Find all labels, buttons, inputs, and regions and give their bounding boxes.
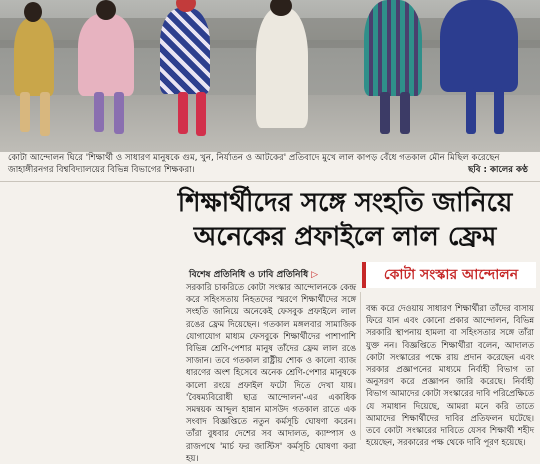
topic-tag-label: কোটা সংস্কার আন্দোলন (383, 267, 519, 283)
photo-figure-leg (94, 92, 104, 132)
protest-march-photo (0, 0, 540, 152)
photo-figure (440, 0, 518, 92)
photo-figure-leg (400, 92, 410, 134)
photo-figure-leg (466, 88, 476, 134)
photo-figure-leg (380, 92, 390, 134)
photo-figure (256, 8, 308, 128)
photo-figure-leg (20, 92, 30, 132)
topic-tag (362, 262, 536, 288)
byline-text: বিশেষ প্রতিনিধি ও ঢাবি প্রতিনিধি (189, 270, 309, 280)
photo-figure-leg (494, 88, 504, 134)
article-column-left (186, 281, 356, 464)
article-paragraph: সরকারি চাকরিতে কোটা সংস্কার আন্দোলনকে কেন্দ্র করে সহিংসতায় নিহতদের স্মরণে শিক্ষার্থীদের সঙ্গে সংহতি জানিয়ে অনেকেই ফেসবুক প্রফাইলে লাল রঙের ফ্রেম দিয়েছেন। গতকাল মঙ্গলবার সামাজিক যোগাযোগ মাধ্যম ফেসবুকে শিক্ষার্থীদের পাশাপাশি বিভিন্ন শ্রেণি-পেশার মানুষ তাঁদের ফ্রেম লাল রঙে সাজান। তবে গতকাল রাষ্ট্রীয় শোক ও কালো ব্যাজ ধারণের অংশ হিসেবে অনেক শ্রেণি-পেশার মানুষকে কালো রংয়ে প্রফাইল ফটো দিতে দেখা যায়। 'বৈষম্যবিরোধী ছাত্র আন্দোলন'-এর একাধিক সমন্বয়ক আব্দুল হান্নান মাসউদ গতকাল রাতে এক সংবাদ বিজ্ঞপ্তিতে নতুন কর্মসূচি ঘোষণা করেন। তাঁরা বুধবার দেশের সব আদালত, ক্যাম্পাস ও রাজপথে 'মার্চ ফর জাস্টিস' কর্মসূচি ঘোষণা করা হয়। (186, 282, 356, 463)
photo-figure (14, 18, 54, 96)
article-column-right (366, 302, 534, 448)
photo-figure-leg (40, 92, 50, 136)
photo-figure (160, 8, 210, 94)
byline (189, 267, 318, 282)
column-divider (360, 292, 361, 440)
photo-figure-head (24, 2, 42, 22)
headline-line-1: শিক্ষার্থীদের সঙ্গে সংহতি জানিয়ে (177, 188, 513, 218)
article-paragraph: বন্ধ করে দেওয়ায় সাধারণ শিক্ষার্থীরা তাঁদের বাসায় ফিরে যান এবং কোনো প্রকার আন্দোলন, বিভিন্ন সরকারি স্থাপনায় হামলা বা সহিংসতার সঙ্গে তাঁরা যুক্ত নন। বিজ্ঞপ্তিতে শিক্ষার্থীরা বলেন, আদালত কোটা সংস্কারের পক্ষে রায় প্রদান করেছেন এবং সরকার প্রজ্ঞাপনের মাধ্যমে নির্বাহী বিভাগ তা অনুসরণ করে প্রজ্ঞাপন জারি করেছে। নির্বাহী বিভাগ আমাদের কোটা সংস্কারের দাবি পরিপ্রেক্ষিতে যে সমাধান দিয়েছে, আমরা মনে করি তাতে আমাদের শিক্ষার্থীদের দাবির প্রতিফলন ঘটেছে। তবে কোটা সংস্কারের দাবিতে যেসব শিক্ষার্থী শহীদ হয়েছেন, সরকারের পক্ষ থেকে দাবি পূরণ হয়েছে। (366, 303, 534, 448)
photo-figure-leg (178, 92, 188, 134)
photo-figure (78, 14, 134, 96)
photo-figure-leg (114, 92, 124, 134)
photo-caption-text: কোটা আন্দোলন ঘিরে 'শিক্ষার্থী ও সাধারণ মানুষকে গুম, খুন, নির্যাতন ও আটকের' প্রতিবাদে মুখে লাল কাপড় বেঁধে গতকাল মৌন মিছিল করেছেন জাহাঙ্গীরনগর বিশ্ববিদ্যালয়ের বিভিন্ন বিভাগের শিক্ষকরা। (8, 153, 500, 175)
article-headline (150, 186, 540, 254)
photo-figure-leg (196, 92, 206, 136)
headline-line-2: অনেকের প্রফাইলে লাল ফ্রেম (193, 222, 497, 252)
byline-marker-icon: ▷ (311, 270, 319, 280)
photo-figure-head (96, 0, 116, 20)
photo-figure (364, 0, 422, 96)
photo-credit: ছবি : কালের কণ্ঠ (468, 165, 528, 175)
section-divider (0, 181, 540, 182)
photo-caption (8, 152, 532, 180)
